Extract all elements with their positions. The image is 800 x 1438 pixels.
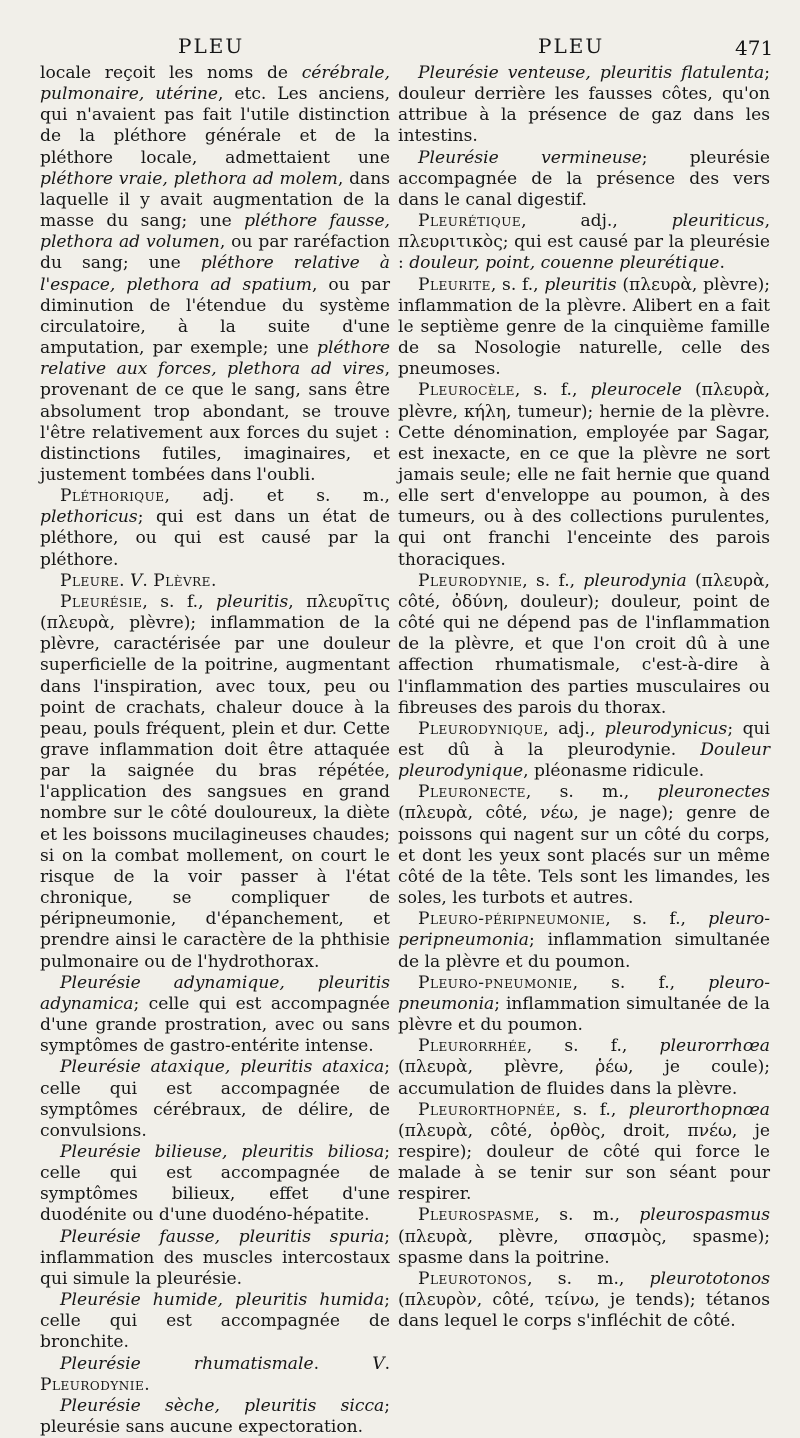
entry-text: , πλευρῖτις (πλευρὰ, plèvre); inflammation de la plèvre, caractérisée par une douleur superficielle de la poitrine, augmentant dans l'inspiration, avec toux, peu ou point de crachats, chaleur douce à la peau, pouls fréquent, plein et dur. Cette grave inflammation doit être attaquée par la saignée du bras répétée, l'application des sangsues en grand nombre sur le côté douloureux, la diète et les boissons mucilagineuses chaudes; si on la combat mollement, on court le risque de la voir passer à l'état chronique, se compliquer de péripneumonie, d'épanchement, et prendre ainsi le caractère de la phthisie pulmonaire ou de l'hydrothorax. — [40, 591, 391, 972]
dictionary-entry — [40, 1396, 390, 1438]
italic-text: pleuronectes — [657, 782, 770, 803]
entry-headword: Pleurodynie — [418, 570, 523, 591]
italic-text: V — [130, 570, 143, 591]
entry-text: locale reçoit les noms de — [40, 63, 302, 83]
entry-text: , s. f., — [522, 570, 584, 591]
entry-text: , ou par raréfaction du sang; une — [40, 232, 391, 274]
italic-text: Pleurésie bilieuse, pleuritis biliosa — [60, 1141, 385, 1162]
italic-text: pleurototonos — [649, 1268, 770, 1289]
entry-headword: Pleuro-pneumonie — [418, 972, 573, 993]
italic-text: pleuritis — [544, 274, 617, 295]
entry-headword: Pleuro-péripneumonie — [418, 909, 606, 930]
entry-text: , adj. et s. m., — [164, 486, 390, 507]
entry-text: . — [144, 1374, 150, 1395]
entry-headword: Pleurospasme — [418, 1205, 535, 1226]
entry-headword: Pleure — [60, 570, 120, 591]
entry-headword: Pleurite — [418, 274, 491, 295]
entry-headword: Pleuronecte — [418, 782, 526, 803]
italic-text: pléthore relative à l'espace, plethora ad spatium — [40, 253, 390, 295]
running-head-right: PLEU — [538, 34, 605, 58]
entry-text: (πλευρὰ, côté, νέω, je nage); genre de poissons qui nagent sur un côté du corps, et dont les yeux sont placés sur un même côté de la tête. Tels sont les limandes, les soles, les turbots et autres. — [398, 803, 770, 909]
entry-text: ; douleur derrière les fausses côtes, qu'on attribue à la présence de gaz dans les intestins. — [398, 63, 770, 147]
dictionary-entry — [40, 1290, 390, 1353]
entry-text: ; qui est dû à la pleurodynie. — [398, 718, 770, 760]
entry-headword: Pleurodynie — [40, 1374, 145, 1395]
italic-text: Pleurésie venteuse, pleuritis flatulenta — [418, 63, 765, 83]
entry-text: , pléonasme ridicule. — [523, 761, 705, 782]
entry-text: , s. f., — [605, 909, 709, 930]
italic-text: Pleurésie humide, pleuritis humida — [60, 1290, 385, 1311]
entry-text: . — [142, 570, 154, 591]
italic-text: Douleur pleurodynique — [398, 740, 770, 782]
italic-text: pleurorthopnœa — [628, 1099, 770, 1120]
entry-text: ; inflammation des muscles intercostaux qui simule la pleurésie. — [40, 1226, 390, 1289]
italic-text: Pleurésie sèche, pleuritis sicca — [60, 1395, 385, 1416]
entry-text: , πλευριτικὸς; qui est causé par la pleurésie : — [398, 211, 770, 274]
italic-text: pleuro-peripneumonia — [398, 909, 770, 951]
entry-headword: Pléthorique — [60, 486, 165, 507]
dictionary-entry — [40, 571, 390, 592]
entry-text: (πλευρὰ, plèvre); inflammation de la plèvre. Alibert en a fait le septième genre de la cinquième famille de sa Nosologie naturelle, celle des pneumoses. — [398, 274, 770, 380]
italic-text: Pleurésie ataxique, pleuritis ataxica — [60, 1057, 385, 1078]
dictionary-entry — [40, 973, 390, 1058]
italic-text: Pleurésie fausse, pleuritis spuria — [60, 1226, 385, 1247]
entry-text: (πλευρὰ, côté, ὀρθὸς, droit, πνέω, je respire); douleur de côté qui force le malade à se tenir sur son séant pour respirer. — [398, 1120, 770, 1205]
italic-text: pleuro-pneumonia — [398, 972, 770, 1014]
entry-text: , s. f., — [490, 274, 545, 295]
entry-text: , s. m., — [527, 1268, 650, 1289]
dictionary-entry — [398, 782, 770, 909]
dictionary-entry — [40, 1227, 390, 1290]
italic-text: pléthore relative aux forces, plethora ad vires — [40, 338, 390, 380]
entry-text: , dans laquelle il y avait augmentation de la masse du sang; une — [40, 168, 390, 232]
italic-text: Pleurésie rhumatismale — [60, 1353, 314, 1374]
dictionary-entry — [398, 63, 770, 148]
dictionary-entry — [40, 1142, 390, 1227]
italic-text: pleurospasmus — [639, 1205, 770, 1226]
entry-text: ; inflammation simultanée de la plèvre et du poumon. — [398, 993, 770, 1036]
entry-text: . — [210, 570, 217, 591]
entry-text: . — [719, 253, 725, 274]
entry-headword: Pleurésie — [60, 591, 143, 612]
italic-text: pleuriticus — [671, 211, 765, 232]
entry-text: , s. f., — [572, 972, 709, 993]
italic-text: pleurocele — [590, 380, 682, 401]
dictionary-entry — [398, 1269, 770, 1332]
entry-text: (πλευρὰ, plèvre, κήλη, tumeur); hernie de la plèvre. Cette dénomination, employée par Sagar, est inexacte, en ce que la plèvre ne sort jamais seule; elle ne fait hernie que quand elle sert d'enveloppe au poumon, à des tumeurs, ou à des collections purulentes, qui ont franchi l'enceinte des parois thoraciques. — [398, 380, 770, 570]
dictionary-entry — [398, 1036, 770, 1099]
page-header — [0, 34, 800, 64]
entry-text: ; inflammation simultanée de la plèvre et du poumon. — [398, 930, 770, 972]
italic-text: V — [372, 1353, 385, 1374]
running-head-left: PLEU — [178, 34, 245, 58]
entry-text: ; pleurésie accompagnée de la présence des vers dans le canal digestif. — [398, 147, 770, 210]
entry-text: ; celle qui est accompagnée de symptômes cérébraux, de délire, de convulsions. — [40, 1057, 390, 1141]
dictionary-entry — [398, 211, 770, 274]
entry-text: (πλευρὰ, côté, ὀδύνη, douleur); douleur, point de côté qui ne dépend pas de l'inflammation de la plèvre, et que l'on croit dû à une affection rhumatismale, c'est-à-dire à l'inflammation des parties musculaires ou fibreuses des parois du thorax. — [398, 570, 770, 718]
entry-text: , s. f., — [555, 1099, 629, 1120]
italic-text: Pleurésie vermineuse — [418, 147, 642, 168]
entry-text: ; celle qui est accompagnée de bronchite. — [40, 1290, 390, 1353]
entry-text: , s. f., — [142, 591, 217, 612]
italic-text: pléthore vraie, plethora ad molem — [40, 168, 338, 189]
entry-text: , s. m., — [534, 1205, 640, 1226]
entry-text: , s. m., — [525, 782, 658, 803]
page-number: 471 — [735, 36, 774, 60]
right-column — [398, 63, 770, 1332]
entry-headword: Plèvre — [153, 570, 211, 591]
italic-text: cérébrale, pulmonaire, utérine — [40, 63, 390, 105]
entry-text: . — [313, 1353, 373, 1374]
dictionary-entry — [398, 909, 770, 972]
dictionary-entry — [40, 63, 390, 486]
entry-text: , ou par diminution de l'étendue du système circulatoire, à la suite d'une amputation, par exemple; une — [40, 274, 391, 359]
dictionary-entry — [398, 148, 770, 211]
italic-text: plethoricus — [40, 507, 138, 528]
entry-text: ; celle qui est accompagnée de symptômes bilieux, effet d'une duodénite ou d'une duodéno-hépatite. — [40, 1141, 390, 1226]
dictionary-entry — [398, 1100, 770, 1206]
dictionary-entry — [398, 973, 770, 1036]
italic-text: douleur, point, couenne pleurétique — [409, 253, 720, 274]
dictionary-entry — [40, 1057, 390, 1142]
entry-text: , s. f., — [514, 380, 591, 401]
left-column — [40, 63, 390, 1438]
entry-text: ; qui est dans un état de pléthore, ou qui est causé par la pléthore. — [40, 507, 390, 570]
entry-headword: Pleurorrhée — [418, 1036, 527, 1057]
entry-headword: Pleurocèle — [418, 380, 515, 401]
italic-text: Pleurésie adynamique, pleuritis adynamica — [40, 972, 390, 1014]
entry-headword: Pleurorthopnée — [418, 1099, 556, 1120]
entry-text: (πλευρὰ, plèvre, σπασμὸς, spasme); spasme dans la poitrine. — [398, 1226, 770, 1268]
entry-headword: Pleurétique — [418, 211, 522, 232]
dictionary-entry — [398, 380, 770, 570]
entry-text: ; pleurésie sans aucune expectoration. — [40, 1395, 390, 1437]
entry-text: , s. f., — [526, 1036, 660, 1057]
dictionary-entry — [398, 1205, 770, 1268]
italic-text: pleurorrhœa — [659, 1036, 770, 1057]
entry-text: (πλευρὸν, côté, τείνω, je tends); tétanos dans lequel le corps s'infléchit de côté. — [398, 1290, 770, 1332]
dictionary-entry — [398, 571, 770, 719]
entry-text: . — [119, 570, 131, 591]
entry-text: , etc. Les anciens, qui n'avaient pas fait l'utile distinction de la pléthore générale et de la pléthore locale, admettaient une — [40, 84, 391, 168]
dictionary-entry — [398, 275, 770, 381]
dictionary-entry — [40, 592, 390, 973]
dictionary-entry — [40, 1354, 390, 1396]
entry-text: , adj., — [543, 718, 605, 739]
entry-text: , provenant de ce que le sang, sans être absolument trop abondant, se trouve l'être relativement aux forces du sujet : distinctions futiles, imaginaires, et justement tombées dans l'oubli. — [40, 359, 390, 485]
italic-text: pleurodynicus — [604, 718, 728, 739]
entry-text: ; celle qui est accompagnée d'une grande prostration, avec ou sans symptômes de gastro-entérite intense. — [40, 993, 390, 1057]
entry-text: . — [384, 1353, 390, 1374]
italic-text: pleurodynia — [583, 570, 687, 591]
entry-text: (πλευρὰ, plèvre, ῥέω, je coule); accumulation de fluides dans la plèvre. — [398, 1057, 770, 1099]
dictionary-entry — [398, 719, 770, 782]
dictionary-entry — [40, 486, 390, 571]
entry-text: , adj., — [521, 211, 672, 232]
entry-headword: Pleurodynique — [418, 718, 544, 739]
entry-headword: Pleurotonos — [418, 1268, 528, 1289]
italic-text: pleuritis — [216, 591, 289, 612]
italic-text: pléthore fausse, plethora ad volumen — [40, 211, 390, 253]
